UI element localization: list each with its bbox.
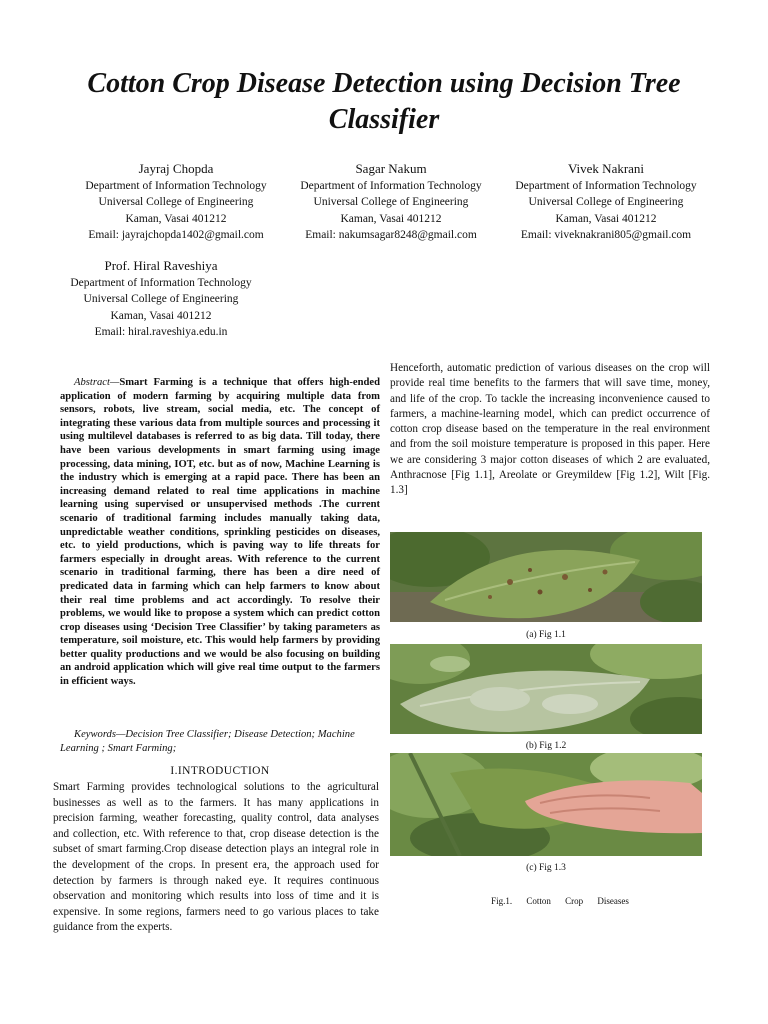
author-department: Department of Information Technology (70, 277, 252, 289)
author-department: Department of Information Technology (300, 180, 482, 192)
author-college: Universal College of Engineering (313, 196, 469, 209)
abstract-text: Smart Farming is a technique that offers high-ended application of modern farming by acquiring multiple data from sensors, robots, live stream, social media, etc. The concept of integrating these various data from multiple sources and processing it using multilevel databases is referred to as big data. Till today, there have been various developments in smart farming using image processing, data mining, IOT, etc. but as of now, Machine Learning is the industry which is emerging at a rapid pace. There has been an increasing demand related to real time applications in machine learning using supervised or unsupervised methods .The current scenario of traditional farming includes manually taking data, unpredictable weather conditions, sprinkling pesticides on diseases, etc. to yield productions, which is paving way to life threats for farmers especially in drought areas. With reference to the current scenario in traditional farming, there has been a dire need of predicated data in farming which can help farmers to know about their real time problems and act accordingly. To resolve their problems, we would like to propose a system which can predict cotton crop diseases using ‘Decision Tree Classifier’ by taking parameters as temperature, soil moisture, etc. This would help farmers by providing better quality productions and we would be also focusing on building an android application which will give real time output to the farmers in efficient ways. (60, 377, 380, 688)
author-email: Email: viveknakrani805@gmail.com (520, 228, 692, 241)
author-address: Kaman, Vasai 401212 (125, 212, 227, 225)
introduction-text: Smart Farming provides technological solutions to the agricultural businesses as well as to the farmers. It has many applications in precision farming, weather forecasting, quality control, data analyses and collection, etc. With reference to that, crop disease detection is the subset of smart farming.Crop disease detection plays an integral role in the development of the crops. In present era, the approach used for detection by farmers is through naked eye. It requires continuous observation and monitoring which results into loss of time and it is expensive. In some regions, farmers need to go various places to take guidance from the experts. (53, 781, 379, 934)
right-column-text: Henceforth, automatic prediction of various diseases on the crop will provide real time benefits to the farmers that will save time, money, and life of the crop. To tackle the increasing inconvenience caused to farmers, a machine-learning model, which can predict occurrence of cotton crop disease based on the temperature in the real environment and from the soil moisture temperature is proposed in this paper. Here we are considering 3 major cotton diseases of which 2 are evaluated, Anthracnose [Fig 1.1], Areolate or Greymildew [Fig 1.2], Wilt [Fig. 1.3] (390, 362, 710, 497)
section-heading-introduction: I.INTRODUCTION (170, 765, 270, 777)
abstract-label: Abstract— (74, 377, 120, 388)
author-college: Universal College of Engineering (98, 196, 254, 209)
paper-title: Cotton Crop Disease Detection using Decision Tree Classifier (87, 68, 681, 135)
author-name: Prof. Hiral Raveshiya (104, 258, 218, 273)
figure-1-2-image (390, 644, 702, 734)
author-name: Sagar Nakum (355, 161, 427, 176)
figure-1-caption: Fig.1. Cotton Crop Diseases (491, 896, 629, 906)
author-block-2 (285, 160, 497, 243)
author-department: Department of Information Technology (515, 180, 697, 192)
abstract (60, 376, 380, 689)
figure-1-3-caption: (c) Fig 1.3 (526, 863, 566, 873)
author-block-1 (70, 160, 282, 243)
figure-1-1-caption: (a) Fig 1.1 (526, 630, 566, 640)
author-college: Universal College of Engineering (83, 293, 239, 306)
author-college: Universal College of Engineering (528, 196, 684, 209)
figure-1-3-image (390, 753, 702, 856)
author-email: Email: jayrajchopda1402@gmail.com (88, 228, 264, 241)
author-email: Email: hiral.raveshiya.edu.in (94, 325, 228, 338)
author-address: Kaman, Vasai 401212 (110, 309, 212, 322)
author-block-3 (500, 160, 712, 243)
author-department: Department of Information Technology (85, 180, 267, 192)
author-name: Jayraj Chopda (138, 161, 214, 176)
author-address: Kaman, Vasai 401212 (555, 212, 657, 225)
keywords: Keywords—Decision Tree Classifier; Disease Detection; Machine Learning ; Smart Farming; (60, 729, 355, 754)
author-address: Kaman, Vasai 401212 (340, 212, 442, 225)
author-email: Email: nakumsagar8248@gmail.com (305, 228, 477, 241)
figure-1-1-image (390, 532, 702, 622)
figure-1-2-caption: (b) Fig 1.2 (525, 741, 567, 751)
author-name: Vivek Nakrani (567, 161, 645, 176)
author-block-4 (55, 257, 267, 340)
